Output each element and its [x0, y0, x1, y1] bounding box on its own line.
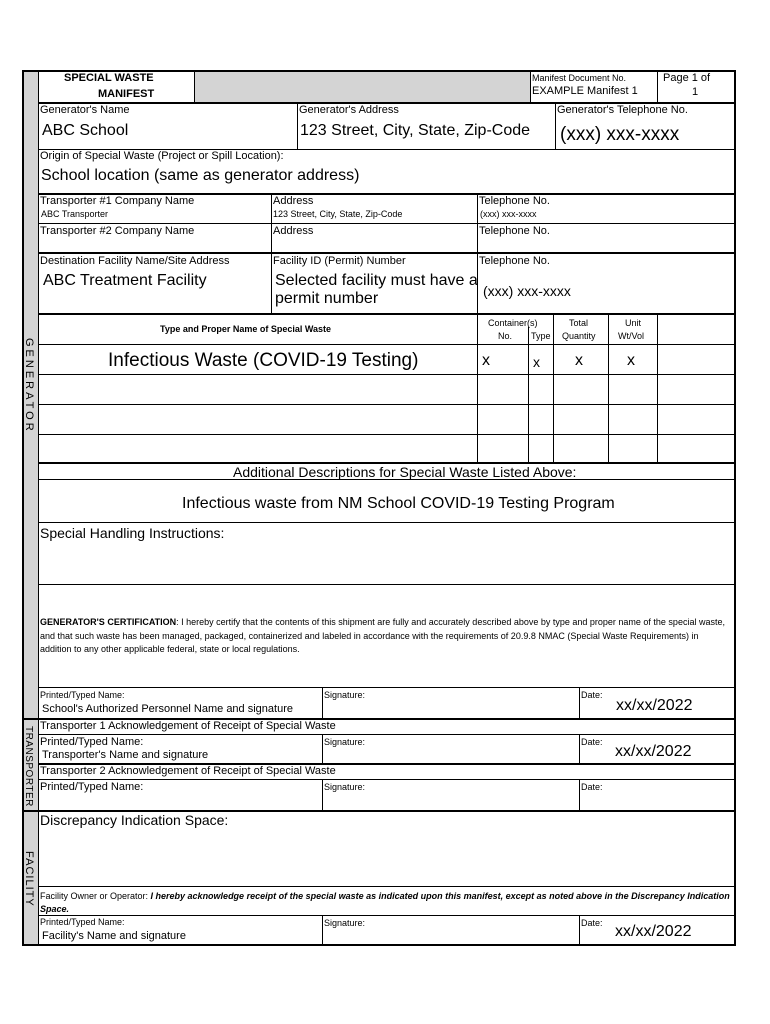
transporter2-address-label: Address	[273, 225, 314, 237]
manifest-title-line1: SPECIAL WASTE	[64, 72, 154, 84]
containers-header: Container(s)	[488, 318, 538, 328]
doc-no-value: EXAMPLE Manifest 1	[532, 85, 638, 97]
waste-row1-type: x	[533, 354, 540, 370]
transporter1-date-value: xx/xx/2022	[615, 743, 692, 760]
facility-id-label: Facility ID (Permit) Number	[273, 255, 406, 267]
unit-header-line2: Wt/Vol	[618, 331, 645, 341]
manifest-title-line2: MANIFEST	[98, 88, 155, 100]
generator-name-label: Generator's Name	[40, 104, 130, 116]
destination-name-value: ABC Treatment Facility	[43, 272, 207, 289]
generator-address-label: Generator's Address	[299, 104, 399, 116]
special-handling-label: Special Handling Instructions:	[40, 525, 225, 541]
generator-name-value: ABC School	[42, 122, 129, 139]
waste-type-header: Type and Proper Name of Special Waste	[160, 324, 332, 334]
facility-id-value-line2: permit number	[275, 290, 379, 307]
transporter1-address-value: 123 Street, City, State, Zip-Code	[273, 209, 403, 219]
side-label-generator: GENERATOR	[23, 338, 35, 434]
transporter1-company-label: Transporter #1 Company Name	[40, 195, 195, 207]
destination-phone-value: (xxx) xxx-xxxx	[483, 283, 571, 299]
facility-printed-name-value: Facility's Name and signature	[42, 930, 186, 942]
generator-address-value: 123 Street, City, State, Zip-Code	[300, 122, 531, 139]
transporter2-company-label: Transporter #2 Company Name	[40, 225, 195, 237]
generator-date-label: Date:	[581, 690, 603, 700]
generator-signature-label: Signature:	[324, 690, 366, 700]
side-label-facility: FACILITY	[23, 851, 35, 907]
transporter1-printed-name-label: Printed/Typed Name:	[40, 736, 144, 748]
page-label: Page 1 of	[663, 72, 711, 84]
discrepancy-label: Discrepancy Indication Space:	[40, 812, 229, 828]
transporter2-signature-label: Signature:	[324, 782, 366, 792]
facility-owner-acknowledgement: I hereby acknowledge receipt of the special waste as indicated upon this manifest, except as noted above in the Discrepancy Indication Space.	[40, 891, 730, 914]
facility-signature-label: Signature:	[324, 918, 366, 928]
generator-printed-name-value: School's Authorized Personnel Name and signature	[42, 703, 293, 715]
generator-phone-label: Generator's Telephone No.	[557, 104, 688, 116]
transporter2-printed-name-label: Printed/Typed Name:	[40, 781, 144, 793]
generator-phone-value: (xxx) xxx-xxxx	[560, 124, 680, 145]
transporter1-phone-label: Telephone No.	[479, 195, 550, 207]
facility-owner-label: Facility Owner or Operator:	[40, 891, 151, 901]
unit-header-line1: Unit	[625, 318, 642, 328]
transporter1-address-label: Address	[273, 195, 314, 207]
generator-certification	[40, 616, 732, 657]
special-waste-manifest-form	[22, 70, 736, 946]
transporter1-company-value: ABC Transporter	[41, 209, 109, 219]
certification-text: : I hereby certify that the contents of this shipment are fully and accurately described above by type and proper name of the special waste, and that such waste has been managed, packaged, containerized and labeled in accordance with the requirements of 20.9.8 NMAC (Special Waste Requirements) in addition to any other applicable federal, state or local regulations.	[40, 617, 725, 654]
destination-phone-label: Telephone No.	[479, 255, 550, 267]
container-no-header: No.	[498, 331, 513, 341]
side-label-transporter: TRANSPORTER	[23, 726, 34, 807]
doc-no-label: Manifest Document No.	[532, 73, 627, 83]
additional-descriptions-label: Additional Descriptions for Special Waste Listed Above:	[233, 464, 577, 480]
page-value: 1	[692, 86, 699, 98]
transporter1-signature-label: Signature:	[324, 737, 366, 747]
transporter2-date-label: Date:	[581, 782, 603, 792]
additional-descriptions-value: Infectious waste from NM School COVID-19 Testing Program	[182, 495, 615, 512]
transporter1-date-label: Date:	[581, 737, 603, 747]
origin-label: Origin of Special Waste (Project or Spill Location):	[40, 150, 284, 162]
total-quantity-header-line1: Total	[569, 318, 589, 328]
certification-heading: GENERATOR'S CERTIFICATION	[40, 617, 177, 627]
facility-id-value-line1: Selected facility must have a	[275, 272, 478, 289]
facility-owner-statement	[40, 890, 732, 916]
generator-printed-name-label: Printed/Typed Name:	[40, 690, 125, 700]
generator-date-value: xx/xx/2022	[616, 697, 693, 714]
transporter2-phone-label: Telephone No.	[479, 225, 550, 237]
waste-row1-name: Infectious Waste (COVID-19 Testing)	[108, 350, 419, 371]
strip-divider	[38, 70, 39, 946]
total-quantity-header-line2: Quantity	[562, 331, 596, 341]
transporter2-ack-label: Transporter 2 Acknowledgement of Receipt of Special Waste	[40, 765, 336, 777]
transporter1-ack-label: Transporter 1 Acknowledgement of Receipt of Special Waste	[40, 720, 336, 732]
waste-row1-quantity: x	[575, 352, 583, 369]
transporter1-printed-name-value: Transporter's Name and signature	[42, 749, 209, 761]
transporter1-phone-value: (xxx) xxx-xxxx	[480, 209, 537, 219]
facility-printed-name-label: Printed/Typed Name:	[40, 917, 125, 927]
waste-row1-no: x	[482, 352, 490, 369]
origin-value: School location (same as generator address)	[41, 167, 360, 184]
facility-date-value: xx/xx/2022	[615, 923, 692, 940]
waste-row1-unit: x	[627, 352, 635, 369]
destination-name-label: Destination Facility Name/Site Address	[40, 255, 230, 267]
container-type-header: Type	[531, 331, 551, 341]
facility-date-label: Date:	[581, 918, 603, 928]
